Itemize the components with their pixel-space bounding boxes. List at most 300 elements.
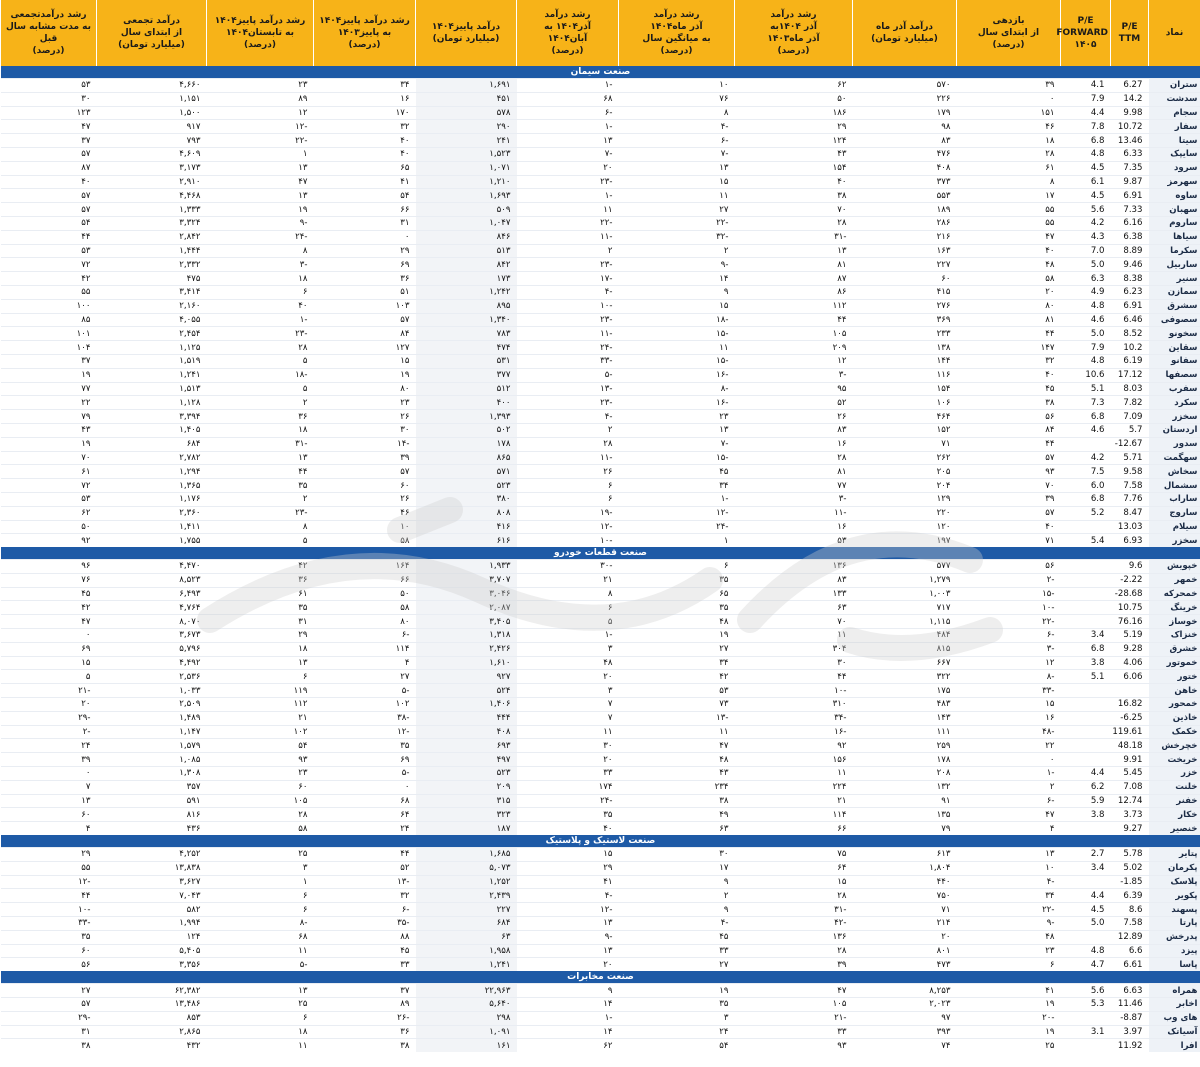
value-cell: -۴ — [517, 410, 619, 424]
value-cell: ۴۴ — [735, 670, 853, 684]
symbol-cell: خاذین — [1149, 711, 1200, 725]
value-cell: ۲۰۸ — [853, 767, 957, 781]
value-cell: ۱۳ — [619, 423, 735, 437]
value-cell: ۲۸ — [735, 216, 853, 230]
value-cell: ۱ — [207, 875, 314, 889]
value-cell: ۱۳ — [619, 161, 735, 175]
value-cell: 9.27 — [1111, 822, 1149, 835]
symbol-cell: پکرمان — [1149, 861, 1200, 875]
value-cell: ۵۷ — [1, 189, 97, 203]
value-cell: -۱۱ — [517, 327, 619, 341]
value-cell: ۳۰ — [517, 739, 619, 753]
value-cell: ۶۳ — [416, 930, 517, 944]
symbol-cell: سصفها — [1149, 368, 1200, 382]
value-cell: 12.74 — [1111, 794, 1149, 808]
table-row — [1, 203, 1200, 217]
value-cell: ۶۸۴ — [416, 917, 517, 931]
value-cell: ۸۰ — [314, 382, 416, 396]
value-cell: ۲۰۴ — [853, 479, 957, 493]
value-cell: ۱۱ — [619, 341, 735, 355]
value-cell: 10.6 — [1061, 368, 1111, 382]
value-cell: ۵۲ — [314, 861, 416, 875]
value-cell: -۸ — [207, 917, 314, 931]
value-cell: ۵۲۳ — [416, 479, 517, 493]
column-header-12: رشد درآمدتجمعی به مدت مشابه سال قبل (درصد) — [1, 0, 97, 66]
value-cell: ۴۸ — [619, 753, 735, 767]
value-cell: 5.1 — [1061, 382, 1111, 396]
value-cell: ۴۰ — [314, 134, 416, 148]
table-row — [1, 725, 1200, 739]
value-cell — [1061, 739, 1111, 753]
value-cell: -۲۲ — [957, 903, 1061, 917]
value-cell: ۳۶ — [314, 272, 416, 286]
value-cell: 9.58 — [1111, 465, 1149, 479]
value-cell: ۲,۷۸۲ — [97, 451, 207, 465]
value-cell: ۱,۱۱۵ — [853, 615, 957, 629]
value-cell: -۵ — [314, 767, 416, 781]
value-cell: -۹ — [517, 930, 619, 944]
value-cell: ۳۰ — [314, 423, 416, 437]
value-cell: -۵ — [517, 368, 619, 382]
value-cell: ۳۷۳ — [853, 175, 957, 189]
value-cell: 4.4 — [1061, 767, 1111, 781]
value-cell: ۱۰ — [619, 79, 735, 93]
value-cell: ۴۲ — [619, 670, 735, 684]
header-row — [1, 0, 1200, 66]
value-cell: ۱۷۳ — [416, 272, 517, 286]
section-header-row — [1, 66, 1200, 79]
value-cell: ۴۳۶ — [97, 822, 207, 835]
table-row — [1, 147, 1200, 161]
value-cell: ۵ — [207, 354, 314, 368]
value-cell: ۱۰۰ — [1, 299, 97, 313]
value-cell: ۶۱ — [207, 587, 314, 601]
value-cell: ۱,۶۱۰ — [416, 656, 517, 670]
value-cell: -۴ — [517, 285, 619, 299]
value-cell: ۷۵۰ — [853, 889, 957, 903]
value-cell: 4.8 — [1061, 354, 1111, 368]
value-cell: ۲ — [207, 396, 314, 410]
value-cell: ۱۳۸ — [853, 341, 957, 355]
value-cell: -۲۳ — [517, 313, 619, 327]
value-cell: ۱۰۵ — [735, 327, 853, 341]
value-cell: -۴ — [619, 917, 735, 931]
value-cell — [1061, 822, 1111, 835]
value-cell: ۳ — [619, 1011, 735, 1025]
value-cell: ۲۱۴ — [853, 917, 957, 931]
value-cell: ۷۰ — [1, 451, 97, 465]
value-cell: 7.35 — [1111, 161, 1149, 175]
value-cell: 8.03 — [1111, 382, 1149, 396]
column-header-1: P/E TTM — [1111, 0, 1149, 66]
value-cell: 7.82 — [1111, 396, 1149, 410]
value-cell: -۳۳ — [957, 684, 1061, 698]
value-cell: 5.6 — [1061, 203, 1111, 217]
value-cell: 10.2 — [1111, 341, 1149, 355]
value-cell: ۹۷ — [853, 1011, 957, 1025]
column-header-5: رشد درآمد آذر ۱۴۰۴به آذر ماه۱۴۰۳ (درصد) — [735, 0, 853, 66]
value-cell: ۲۸ — [735, 944, 853, 958]
value-cell: -۶ — [619, 134, 735, 148]
value-cell: ۴۸ — [619, 615, 735, 629]
value-cell: ۵۳۱ — [416, 354, 517, 368]
value-cell: ۱۷۵ — [853, 684, 957, 698]
value-cell: ۲۸ — [207, 341, 314, 355]
value-cell: -۲۲ — [957, 615, 1061, 629]
symbol-cell: سهرمز — [1149, 175, 1200, 189]
value-cell: ۴۷ — [957, 230, 1061, 244]
value-cell: -۱۲ — [1, 875, 97, 889]
value-cell: -۳۸ — [314, 711, 416, 725]
value-cell: ۱۰ — [314, 520, 416, 534]
value-cell: -۱۲ — [517, 520, 619, 534]
value-cell: ۵۵ — [1, 285, 97, 299]
value-cell: ۱,۱۷۶ — [97, 492, 207, 506]
value-cell: -۸ — [957, 670, 1061, 684]
value-cell: ۵۴ — [314, 189, 416, 203]
value-cell: 6.6 — [1111, 944, 1149, 958]
value-cell — [1061, 1039, 1111, 1052]
value-cell: ۵۷ — [957, 451, 1061, 465]
symbol-cell: ساروم — [1149, 216, 1200, 230]
column-header-11: درآمد تجمعی از ابتدای سال (میلیارد تومان) — [97, 0, 207, 66]
value-cell: ۴۷۴ — [416, 341, 517, 355]
value-cell: ۶۳ — [735, 601, 853, 615]
value-cell: ۵۱۲ — [416, 382, 517, 396]
value-cell: 5.7 — [1111, 423, 1149, 437]
value-cell: ۶۱ — [1, 465, 97, 479]
value-cell: 8.38 — [1111, 272, 1149, 286]
table-row — [1, 656, 1200, 670]
value-cell: ۷ — [517, 711, 619, 725]
value-cell: ۴۴ — [207, 465, 314, 479]
table-row — [1, 739, 1200, 753]
value-cell: ۴۱ — [517, 875, 619, 889]
symbol-cell: خنزاک — [1149, 629, 1200, 643]
value-cell: ۷ — [517, 698, 619, 712]
value-cell: ۱۶۴ — [314, 560, 416, 574]
value-cell: 7.3 — [1061, 396, 1111, 410]
value-cell — [1061, 1011, 1111, 1025]
value-cell: ۱,۵۲۳ — [416, 147, 517, 161]
value-cell: ۴۵ — [314, 944, 416, 958]
value-cell: ۷۶ — [619, 92, 735, 106]
value-cell: ۲۹۸ — [416, 1011, 517, 1025]
value-cell: 7.9 — [1061, 92, 1111, 106]
value-cell: ۶۸ — [207, 930, 314, 944]
value-cell: ۳۵ — [619, 601, 735, 615]
table-row — [1, 903, 1200, 917]
value-cell: ۶۰ — [314, 479, 416, 493]
section-title: صنعت قطعات خودرو — [1, 547, 1200, 560]
value-cell: -۷ — [517, 147, 619, 161]
value-cell: ۳۷۷ — [416, 368, 517, 382]
value-cell: 12.67- — [1111, 437, 1149, 451]
value-cell: -۲۲ — [207, 134, 314, 148]
symbol-cell: پدرخش — [1149, 930, 1200, 944]
value-cell: 6.33 — [1111, 147, 1149, 161]
value-cell: 5.0 — [1061, 327, 1111, 341]
value-cell: 4.8 — [1061, 944, 1111, 958]
value-cell: ۴۷ — [735, 984, 853, 998]
value-cell: ۱,۹۵۸ — [416, 944, 517, 958]
value-cell: ۴۰ — [957, 368, 1061, 382]
value-cell: ۶۹ — [314, 753, 416, 767]
value-cell: ۵۷ — [1, 203, 97, 217]
value-cell: ۷۹ — [1, 410, 97, 424]
value-cell: 4.5 — [1061, 189, 1111, 203]
value-cell: ۴ — [314, 656, 416, 670]
section-header-row — [1, 835, 1200, 848]
value-cell: ۱,۶۹۳ — [416, 189, 517, 203]
section-title: صنعت لاستیک و پلاستیک — [1, 835, 1200, 848]
value-cell: ۲۶ — [314, 410, 416, 424]
value-cell: ۷۱ — [853, 437, 957, 451]
value-cell: ۵ — [1, 670, 97, 684]
symbol-cell: سخزر — [1149, 410, 1200, 424]
value-cell: ۷ — [1, 780, 97, 794]
table-row — [1, 423, 1200, 437]
value-cell: 7.0 — [1061, 244, 1111, 258]
table-row — [1, 258, 1200, 272]
value-cell: -۳۳ — [1, 917, 97, 931]
value-cell: ۴۲ — [207, 560, 314, 574]
value-cell: ۱۶ — [735, 437, 853, 451]
value-cell: ۸ — [207, 244, 314, 258]
value-cell: 6.61 — [1111, 958, 1149, 971]
value-cell: ۶ — [207, 670, 314, 684]
value-cell: ۱,۶۹۱ — [416, 79, 517, 93]
value-cell: -۲۹ — [1, 711, 97, 725]
symbol-cell: سقاین — [1149, 341, 1200, 355]
value-cell: ۲۷ — [1, 984, 97, 998]
symbol-cell: ساروج — [1149, 506, 1200, 520]
value-cell: -۱۳ — [517, 382, 619, 396]
value-cell: ۳,۳۵۶ — [97, 958, 207, 971]
value-cell: 10.72 — [1111, 120, 1149, 134]
value-cell: ۱,۴۱۱ — [97, 520, 207, 534]
value-cell: ۵۶ — [957, 560, 1061, 574]
value-cell: ۳,۳۹۴ — [97, 410, 207, 424]
value-cell: ۴۷۶ — [853, 147, 957, 161]
value-cell: ۸۱ — [735, 258, 853, 272]
value-cell: ۵۶ — [1, 958, 97, 971]
value-cell: ۱۷۸ — [853, 753, 957, 767]
value-cell: 4.8 — [1061, 299, 1111, 313]
table-row — [1, 998, 1200, 1012]
value-cell: ۳۳ — [517, 767, 619, 781]
value-cell: 1.85- — [1111, 875, 1149, 889]
value-cell: 6.06 — [1111, 670, 1149, 684]
value-cell: -۳۱ — [207, 437, 314, 451]
value-cell: ۵۳ — [1, 244, 97, 258]
value-cell: ۱,۲۱۰ — [416, 175, 517, 189]
value-cell: -۶ — [314, 629, 416, 643]
symbol-cell: سهگمت — [1149, 451, 1200, 465]
value-cell: ۱,۳۱۸ — [416, 629, 517, 643]
value-cell: ۰ — [1, 629, 97, 643]
value-cell: ۹۵ — [735, 382, 853, 396]
value-cell: ۱۶ — [735, 520, 853, 534]
table-row — [1, 216, 1200, 230]
symbol-cell: ختور — [1149, 670, 1200, 684]
value-cell: ۹ — [619, 875, 735, 889]
section-title: صنعت مخابرات — [1, 971, 1200, 984]
value-cell: -۹ — [619, 258, 735, 272]
value-cell: ۵۷ — [957, 506, 1061, 520]
value-cell: ۵۷ — [314, 313, 416, 327]
value-cell: 9.28 — [1111, 642, 1149, 656]
value-cell: ۴۰۸ — [416, 725, 517, 739]
value-cell: 3.4 — [1061, 629, 1111, 643]
value-cell: ۲۳ — [207, 767, 314, 781]
table-row — [1, 479, 1200, 493]
value-cell: ۲۶۲ — [853, 451, 957, 465]
value-cell: ۱۵ — [314, 354, 416, 368]
value-cell: ۸۵۳ — [97, 1011, 207, 1025]
value-cell: ۱۵ — [517, 848, 619, 862]
value-cell: -۳۳ — [517, 354, 619, 368]
value-cell: -۱۵ — [619, 327, 735, 341]
value-cell: ۱۹ — [619, 629, 735, 643]
value-cell: ۴۷۳ — [853, 958, 957, 971]
value-cell: ۱۱۲ — [735, 299, 853, 313]
value-cell: ۹ — [619, 285, 735, 299]
value-cell: ۴۷ — [207, 175, 314, 189]
value-cell: -۲۳ — [517, 396, 619, 410]
value-cell: ۱,۶۸۵ — [416, 848, 517, 862]
value-cell: 6.27 — [1111, 79, 1149, 93]
value-cell: ۳۰۴ — [735, 642, 853, 656]
value-cell: ۱۵۶ — [735, 753, 853, 767]
value-cell: ۱۰۵ — [735, 998, 853, 1012]
symbol-cell: سخونو — [1149, 327, 1200, 341]
value-cell: ۲۷ — [619, 642, 735, 656]
value-cell: -۴ — [957, 875, 1061, 889]
value-cell: ۲,۵۳۶ — [97, 670, 207, 684]
value-cell: ۱۳۶ — [735, 560, 853, 574]
value-cell: ۴۸۳ — [853, 698, 957, 712]
value-cell: ۵۱ — [314, 285, 416, 299]
symbol-cell: همراه — [1149, 984, 1200, 998]
value-cell: ۳ — [207, 861, 314, 875]
value-cell: ۲۸ — [735, 889, 853, 903]
value-cell: ۱۴ — [517, 1025, 619, 1039]
table-row — [1, 670, 1200, 684]
value-cell: ۲۱ — [735, 794, 853, 808]
value-cell: ۱۹ — [314, 368, 416, 382]
value-cell: 9.6 — [1111, 560, 1149, 574]
value-cell: ۶ — [207, 1011, 314, 1025]
value-cell: 7.09 — [1111, 410, 1149, 424]
value-cell: -۷ — [619, 147, 735, 161]
value-cell: ۴۶۴ — [853, 410, 957, 424]
value-cell: ۴۱۵ — [853, 285, 957, 299]
value-cell: 7.8 — [1061, 120, 1111, 134]
value-cell: 9.91 — [1111, 753, 1149, 767]
value-cell: -۳۱ — [735, 230, 853, 244]
table-row — [1, 848, 1200, 862]
table-row — [1, 534, 1200, 547]
value-cell: ۳۶ — [207, 573, 314, 587]
value-cell: ۱۳۵ — [853, 808, 957, 822]
value-cell: ۱۰۳ — [314, 299, 416, 313]
value-cell: ۱۲۷ — [314, 341, 416, 355]
value-cell: 7.33 — [1111, 203, 1149, 217]
value-cell: ۴,۶۶۰ — [97, 79, 207, 93]
value-cell: ۱,۲۴۲ — [416, 285, 517, 299]
value-cell: ۸۱۶ — [97, 808, 207, 822]
symbol-cell: سدور — [1149, 437, 1200, 451]
value-cell: ۱,۹۹۴ — [97, 917, 207, 931]
value-cell: ۸۳ — [853, 134, 957, 148]
value-cell: ۵۸ — [314, 601, 416, 615]
symbol-cell: خفنر — [1149, 794, 1200, 808]
value-cell: -۱۳ — [314, 875, 416, 889]
value-cell: ۹۲ — [1, 534, 97, 547]
value-cell: ۷۷ — [1, 382, 97, 396]
value-cell: 3.1 — [1061, 1025, 1111, 1039]
value-cell: ۶,۴۹۳ — [97, 587, 207, 601]
value-cell: ۶۶ — [314, 203, 416, 217]
value-cell: ۵۲ — [735, 396, 853, 410]
value-cell: -۱۶ — [735, 725, 853, 739]
value-cell: ۶۹۳ — [416, 739, 517, 753]
value-cell: 6.46 — [1111, 313, 1149, 327]
value-cell: ۵۰ — [1, 520, 97, 534]
table-row — [1, 822, 1200, 835]
value-cell — [1061, 711, 1111, 725]
value-cell: ۲,۹۱۰ — [97, 175, 207, 189]
table-row — [1, 629, 1200, 643]
value-cell: -۱ — [517, 1011, 619, 1025]
value-cell: ۴۷ — [957, 808, 1061, 822]
value-cell: ۲۲ — [1, 396, 97, 410]
value-cell: ۵ — [517, 615, 619, 629]
symbol-cell: خمهر — [1149, 573, 1200, 587]
value-cell: 119.61 — [1111, 725, 1149, 739]
value-cell: 6.91 — [1111, 189, 1149, 203]
value-cell: ۴۹ — [619, 808, 735, 822]
value-cell: ۳۹ — [957, 79, 1061, 93]
value-cell: ۶۹ — [314, 258, 416, 272]
value-cell: ۴,۴۹۲ — [97, 656, 207, 670]
symbol-cell: خرینگ — [1149, 601, 1200, 615]
value-cell: 13.46 — [1111, 134, 1149, 148]
value-cell: ۳,۶۲۷ — [97, 875, 207, 889]
value-cell: ۳۸ — [735, 189, 853, 203]
value-cell: ۱,۳۶۵ — [97, 479, 207, 493]
value-cell: 10.75 — [1111, 601, 1149, 615]
value-cell: -۱ — [517, 189, 619, 203]
symbol-cell: اخابر — [1149, 998, 1200, 1012]
value-cell: ۴۸ — [957, 930, 1061, 944]
value-cell: ۵۷۸ — [416, 106, 517, 120]
value-cell: ۳۸۰ — [416, 492, 517, 506]
value-cell: ۱۹۷ — [853, 534, 957, 547]
value-cell: ۵۷ — [1, 998, 97, 1012]
value-cell: ۳۵ — [207, 601, 314, 615]
value-cell: ۵۷ — [314, 465, 416, 479]
symbol-cell: سدشت — [1149, 92, 1200, 106]
value-cell: ۲۰ — [517, 670, 619, 684]
table-row — [1, 506, 1200, 520]
value-cell: ۸۱ — [957, 313, 1061, 327]
value-cell: ۷۳ — [619, 698, 735, 712]
table-row — [1, 92, 1200, 106]
value-cell: ۱,۱۲۵ — [97, 341, 207, 355]
value-cell: ۳,۶۷۳ — [97, 629, 207, 643]
